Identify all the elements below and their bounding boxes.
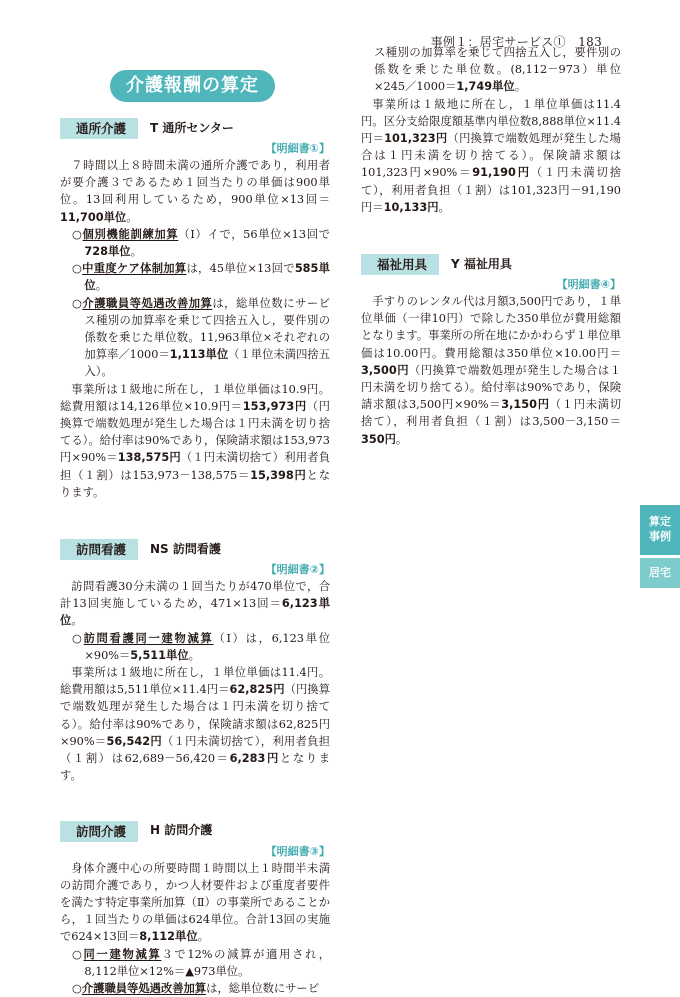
statement-ref: 【明細書②】 <box>265 563 330 577</box>
statement-ref: 【明細書③】 <box>265 844 330 858</box>
paragraph: 事業所は１級地に所在し，１単位単価は10.9円。総費用額は14,126単位×10.9円＝153,973円（円換算で端数処理が発生した場合は１円未満を切り捨てる）。給付率は90%であり，保険請求額は153,973円×90%＝138,575円（１円未満切捨て）利用者負担（１割）は153,973－138,575＝15,398円となります。 <box>60 382 330 499</box>
section-tsusho-header <box>60 118 330 139</box>
list-item: ○訪問看護同一建物減算（Ⅰ）は，6,123単位×90%＝5,511単位。 <box>72 631 330 662</box>
provider-name: H 訪問介護 <box>150 823 213 838</box>
tab-label: 事例 <box>649 530 671 543</box>
section-label: 福祉用具 <box>361 254 439 275</box>
paragraph: 身体介護中心の所要時間１時間以上１時間半未満の訪問介護であり，かつ人材要件および重度者要件を満たす特定事業所加算（Ⅱ）の事業所であることから，１回当たりの単価は624単位。合計13回の実施で624×13回＝8,112単位。 <box>60 861 330 944</box>
statement-ref: 【明細書④】 <box>556 278 621 292</box>
section-label: 訪問介護 <box>60 821 138 842</box>
section-label: 通所介護 <box>60 118 138 139</box>
running-header: 事例１：居宅サービス① 183 <box>430 35 602 49</box>
list-item: ○介護職員等処遇改善加算は，総単位数にサービ <box>72 981 320 995</box>
list-item: ○中重度ケア体制加算は，45単位×13回で585単位。 <box>72 262 330 293</box>
page-title: 介護報酬の算定 <box>110 70 275 102</box>
list-item: ○同一建物減算３で12%の減算が適用され，8,112単位×12%＝▲973単位。 <box>72 947 330 978</box>
section-houmon-kango-header <box>60 539 330 560</box>
tab-label: 算定 <box>649 515 671 528</box>
provider-name: NS 訪問看護 <box>150 541 221 556</box>
section-houmon-kaigo-header <box>60 821 330 842</box>
paragraph: 訪問看護30分未満の１回当たりが470単位で，合計13回実施しているため，471×13回＝6,123単位。 <box>60 580 331 628</box>
list-item: ○介護職員等処遇改善加算は，総単位数にサービス種別の加算率を乗じて四捨五入し，要件別の係数を乗じた単位数。11,963単位×それぞれの加算率／1000＝1,113単位（１単位未満四捨五入）。 <box>72 296 330 379</box>
paragraph: 手すりのレンタル代は月額3,500円であり，１単位単価（一律10円）で除した350単位が費用総額となります。事業所の所在地にかかわらず１単位単価は10.00円。費用総額は350単位×10.00円＝3,500円（円換算で端数処理が発生した場合は１円未満を切り捨てる）。給付率は90%であり，保険請求額は3,500円×90%＝3,150円（１円未満切捨て），利用者負担（１割）は3,500－3,150＝350円。 <box>361 295 621 446</box>
provider-name: Y 福祉用具 <box>451 256 512 271</box>
index-tab-kyotaku[interactable]: 居宅 <box>640 558 680 588</box>
paragraph: 事業所は１級地に所在し，１単位単価は11.4円。区分支給限度額基準内単位数8,888単位×11.4円＝101,323円（円換算で端数処理が発生した場合は１円未満を切り捨てる）。保険請求額は101,323円×90%＝91,190円（１円未満切捨て），利用者負担（１割）は101,323円－91,190円＝10,133円。 <box>361 97 621 214</box>
provider-name: T 通所センター <box>150 120 234 135</box>
paragraph: ７時間以上８時間未満の通所介護であり，利用者が要介護３であるため１回当たりの単価は900単位。13回利用しているため，900単位×13回＝11,700単位。 <box>60 159 330 224</box>
statement-ref: 【明細書①】 <box>265 142 330 155</box>
paragraph: 事業所は１級地に所在し，１単位単価は11.4円。総費用額は5,511単位×11.4円＝62,825円（円換算で端数処理が発生した場合は１円未満を切り捨てる）。給付率は90%であり，保険請求額は62,825円×90%＝56,542円（１円未満切捨て），利用者負担（１割）は62,689－56,420＝6,283円となります。 <box>60 666 331 783</box>
index-tab-santei-jirei[interactable] <box>640 505 680 555</box>
continued-text: ス種別の加算率を乗じて四捨五入し，要件別の係数を乗じた単位数。(8,112－973）単位×245／1000＝1,749単位。 <box>374 46 621 94</box>
list-item: ○個別機能訓練加算（Ⅰ）イで，56単位×13回で728単位。 <box>72 227 330 259</box>
left-column <box>60 118 330 997</box>
section-label: 訪問看護 <box>60 539 138 560</box>
right-column <box>361 44 621 448</box>
section-fukushi-yougu-header <box>361 254 621 275</box>
